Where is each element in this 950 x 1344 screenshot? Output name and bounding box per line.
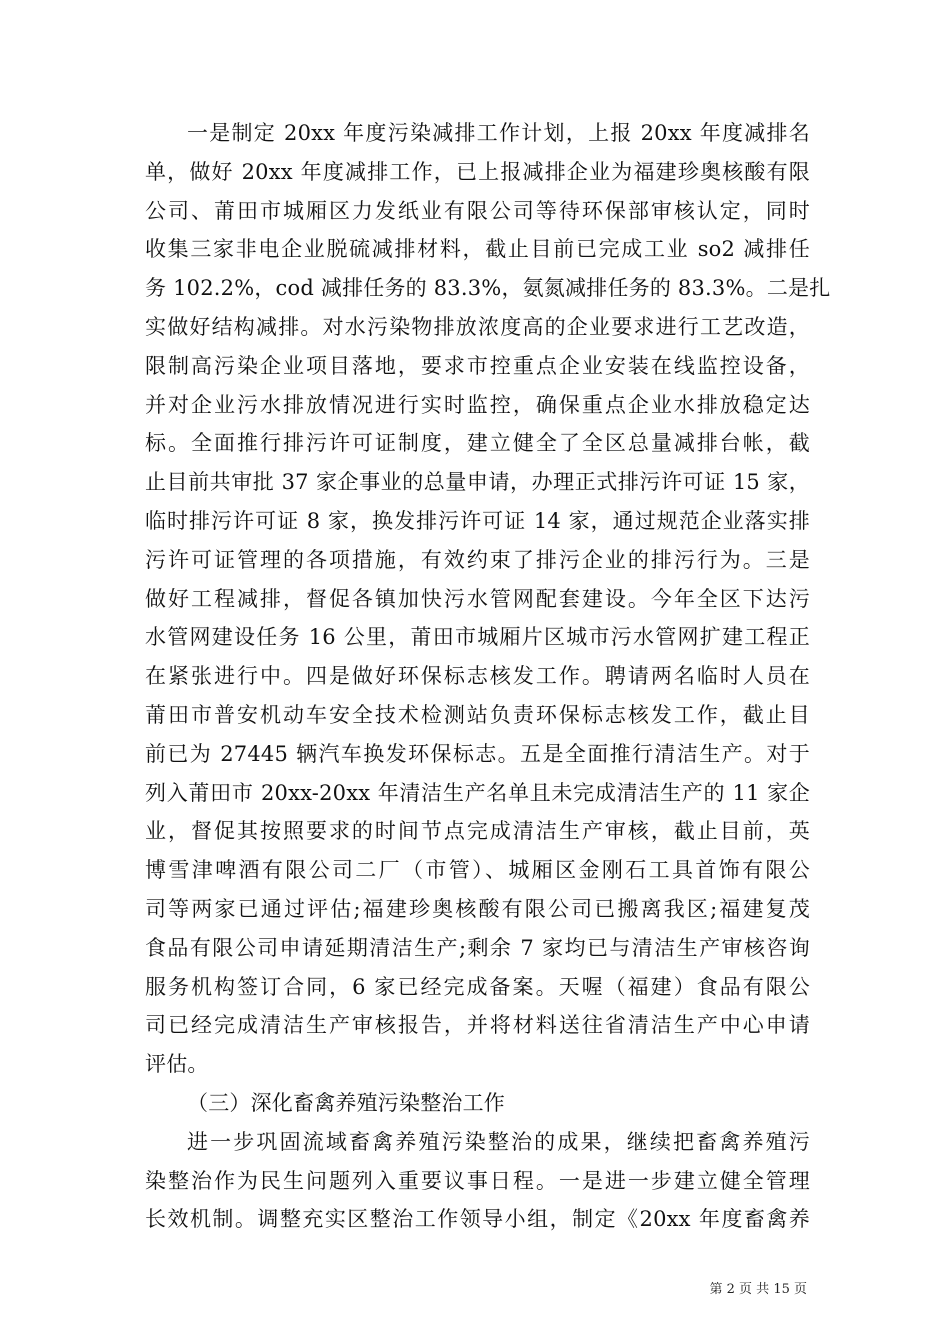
- text-line: 业，督促其按照要求的时间节点完成清洁生产审核，截止目前，英: [145, 819, 810, 844]
- text-line: 实做好结构减排。对水污染物排放浓度高的企业要求进行工艺改造，: [145, 314, 810, 339]
- text-line: 公司、莆田市城厢区力发纸业有限公司等待环保部审核认定，同时: [145, 198, 810, 223]
- text-line: 列入莆田市 20xx-20xx 年清洁生产名单且未完成清洁生产的 11 家企: [145, 780, 810, 805]
- text-line: 限制高污染企业项目落地，要求市控重点企业安装在线监控设备，: [145, 353, 810, 378]
- text-line: 收集三家非电企业脱硫减排材料，截止目前已完成工业 so2 减排任: [145, 237, 810, 262]
- paragraph-2: [145, 1123, 810, 1239]
- body-text: [145, 114, 831, 1239]
- text-line: 务 102.2%，cod 减排任务的 83.3%，氨氮减排任务的 83.3%。二是扎: [145, 276, 831, 301]
- text-line: 标。全面推行排污许可证制度，建立健全了全区总量减排台帐，截: [145, 431, 810, 456]
- text-line: 水管网建设任务 16 公里，莆田市城厢片区城市污水管网扩建工程正: [145, 625, 810, 650]
- page-number-footer: 第 2 页 共 15 页: [709, 1282, 807, 1297]
- text-line: 临时排污许可证 8 家，换发排污许可证 14 家，通过规范企业落实排: [145, 508, 810, 533]
- section-heading: （三）深化畜禽养殖污染整治工作: [187, 1090, 505, 1115]
- text-line: 司已经完成清洁生产审核报告，并将材料送往省清洁生产中心申请: [145, 1013, 810, 1038]
- text-line: 莆田市普安机动车安全技术检测站负责环保标志核发工作，截止目: [145, 702, 810, 727]
- text-line: 染整治作为民生问题列入重要议事日程。一是进一步建立健全管理: [145, 1168, 810, 1193]
- text-line: 一是制定 20xx 年度污染减排工作计划，上报 20xx 年度减排名: [187, 121, 810, 145]
- text-line: 在紧张进行中。四是做好环保标志核发工作。聘请两名临时人员在: [145, 664, 810, 689]
- text-line: 止目前共审批 37 家企事业的总量申请，办理正式排污许可证 15 家，: [145, 470, 810, 495]
- text-line: 进一步巩固流域畜禽养殖污染整治的成果，继续把畜禽养殖污: [187, 1129, 810, 1154]
- text-line: 服务机构签订合同，6 家已经完成备案。天喔（福建）食品有限公: [145, 974, 810, 999]
- text-line: 长效机制。调整充实区整治工作领导小组，制定《20xx 年度畜禽养: [145, 1207, 810, 1232]
- paragraph-1: [145, 114, 831, 1084]
- text-line: 做好工程减排，督促各镇加快污水管网配套建设。今年全区下达污: [145, 586, 810, 611]
- text-line: 单，做好 20xx 年度减排工作，已上报减排企业为福建珍奥核酸有限: [145, 159, 810, 184]
- text-line: 并对企业污水排放情况进行实时监控，确保重点企业水排放稳定达: [145, 392, 810, 417]
- text-line: 食品有限公司申请延期清洁生产;剩余 7 家均已与清洁生产审核咨询: [145, 935, 810, 960]
- text-line: 博雪津啤酒有限公司二厂（市管）、城厢区金刚石工具首饰有限公: [145, 858, 810, 883]
- text-line: 污许可证管理的各项措施，有效约束了排污企业的排污行为。三是: [145, 547, 810, 572]
- text-line: 评估。: [145, 1052, 209, 1077]
- text-line: 司等两家已通过评估;福建珍奥核酸有限公司已搬离我区;福建复茂: [145, 896, 810, 921]
- text-line: 前已为 27445 辆汽车换发环保标志。五是全面推行清洁生产。对于: [145, 741, 810, 766]
